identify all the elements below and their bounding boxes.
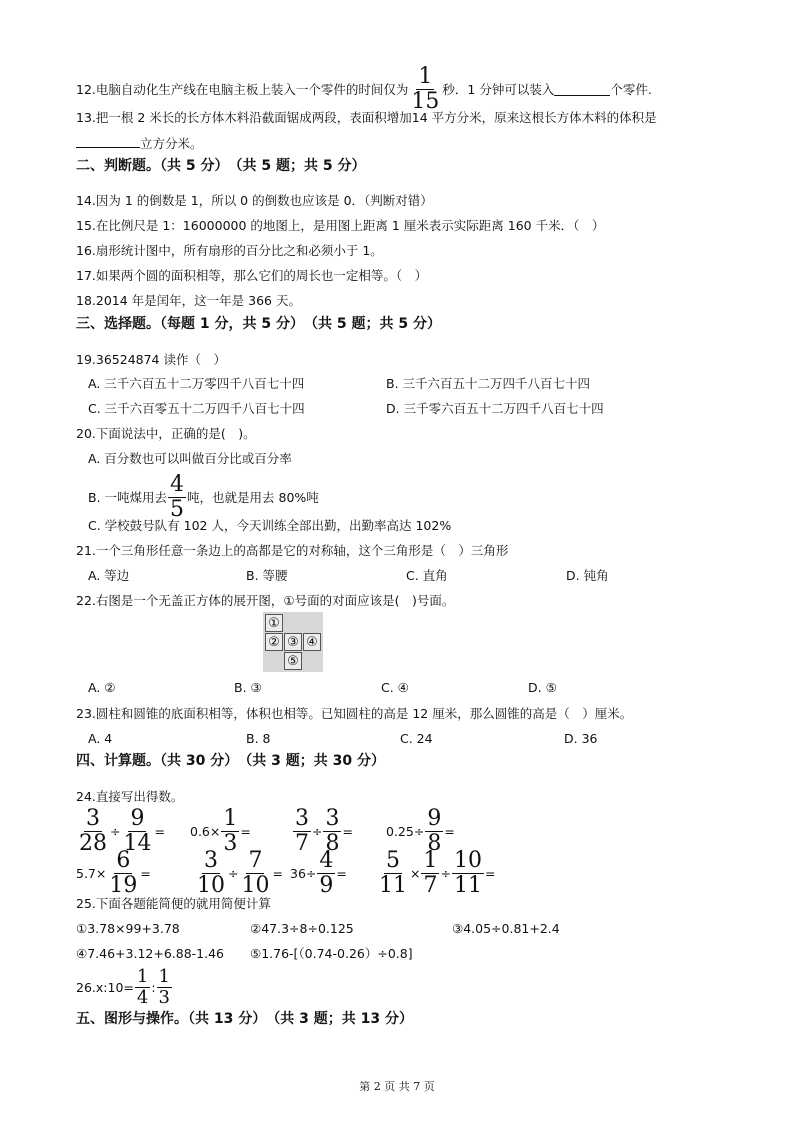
q24-expr-2	[190, 808, 251, 855]
q22-option-a[interactable]: A. ②	[88, 680, 116, 695]
q22-option-d[interactable]: D. ⑤	[528, 680, 557, 695]
q24-expr-6	[194, 850, 283, 897]
fraction	[77, 808, 109, 855]
q21-option-c[interactable]: C. 直角	[406, 568, 448, 583]
denominator: 10	[197, 873, 225, 898]
q24-expr-8	[376, 850, 495, 897]
q20-b-den: 5	[170, 497, 185, 522]
denominator: 7	[423, 873, 438, 898]
q23-option-a[interactable]: A. 4	[88, 731, 113, 746]
section-4-heading: 四、计算题。（共 30 分） （共 3 题；共 30 分）	[76, 753, 385, 769]
equals: =	[154, 824, 165, 839]
q20-b-num: 4	[170, 472, 185, 497]
page-footer: 第 2 页 共 7 页	[359, 1080, 435, 1093]
q21-option-a[interactable]: A. 等边	[88, 568, 130, 583]
q24-expr-5	[76, 850, 151, 897]
denominator: 14	[123, 831, 152, 856]
denominator: 7	[295, 831, 309, 856]
prefix: 5.7×	[76, 866, 107, 881]
q19-option-b[interactable]: B. 三千六百五十二万四千八百七十四	[386, 376, 591, 391]
fraction	[107, 850, 139, 897]
denominator: 3	[223, 831, 238, 856]
numerator: 4	[319, 848, 334, 873]
net-face-4: ④	[303, 633, 321, 651]
net-face-5: ⑤	[284, 652, 302, 670]
fraction	[239, 850, 271, 897]
q20-b-text-a: B. 一吨煤用去	[88, 489, 168, 505]
fraction	[421, 850, 439, 897]
denominator: 9	[319, 873, 334, 898]
numerator: 9	[130, 806, 145, 831]
numerator: 1	[423, 848, 438, 873]
question-13-line1: 13.把一根 2 米长的长方体木料沿截面锯成两段，表面积增加14 平方分米，原来这根长方体木料的体积是	[76, 110, 657, 125]
question-14: 14.因为 1 的倒数是 1，所以 0 的倒数也应该是 0．（判断对错）	[76, 193, 433, 208]
q12-answer-blank[interactable]	[554, 83, 610, 96]
denominator: 10	[241, 873, 270, 898]
question-26	[76, 968, 173, 1007]
equals: =	[336, 866, 347, 881]
equals: =	[272, 866, 283, 881]
denominator: 8	[427, 831, 442, 856]
denominator: 11	[453, 873, 482, 898]
numerator: 3	[86, 806, 100, 831]
operator: ÷	[440, 866, 451, 881]
operator: ÷	[228, 866, 239, 881]
numerator: 10	[453, 848, 482, 873]
question-18: 18.2014 年是闰年，这一年是 366 天。	[76, 293, 301, 308]
numerator: 6	[116, 848, 131, 873]
q12-text-a: 12.电脑自动化生产线在电脑主板上装入一个零件的时间仅为	[76, 81, 409, 97]
prefix: 0.6×	[190, 824, 221, 839]
question-22-stem: 22.右图是一个无盖正方体的展开图，①号面的对面应该是( )号面。	[76, 593, 455, 608]
question-23-stem: 23.圆柱和圆锥的底面积相等，体积也相等。已知圆柱的高是 12 厘米，那么圆锥的高是（ ）厘米。	[76, 706, 633, 721]
question-21-stem: 21.一个三角形任意一条边上的高都是它的对称轴，这个三角形是（ ）三角形	[76, 543, 509, 558]
fraction	[377, 850, 409, 897]
net-face-3: ③	[284, 633, 302, 651]
denominator: 19	[109, 873, 138, 898]
numerator: 5	[386, 848, 400, 873]
denominator: 28	[79, 831, 107, 856]
q12-text-b: 秒．1 分钟可以装入	[442, 81, 555, 97]
q23-option-b[interactable]: B. 8	[246, 731, 271, 746]
fraction	[221, 808, 239, 855]
numerator: 3	[325, 806, 340, 831]
net-face-2: ②	[265, 633, 283, 651]
question-13-line2	[76, 135, 203, 152]
q20-b-fraction	[168, 474, 186, 521]
question-17: 17.如果两个圆的面积相等，那么它们的周长也一定相等。（ ）	[76, 268, 428, 283]
numerator: 3	[295, 806, 309, 831]
q22-option-b[interactable]: B. ③	[234, 680, 262, 695]
q23-option-d[interactable]: D. 36	[564, 731, 598, 746]
equals: =	[444, 824, 455, 839]
q25-item-5: ⑤1.76-[（0.74-0.26）÷0.8]	[250, 946, 413, 961]
numerator: 9	[427, 806, 442, 831]
question-15: 15.在比例尺是 1：16000000 的地图上，是用图上距离 1 厘米表示实际距离 160 千米．（ ）	[76, 218, 605, 233]
q19-option-d[interactable]: D. 三千零六百五十二万四千八百七十四	[386, 401, 604, 416]
operator: ×	[410, 866, 421, 881]
denominator: 3	[158, 987, 170, 1008]
q13-line2-text: 立方分米。	[140, 136, 203, 151]
net-face-1: ①	[265, 614, 283, 632]
equals: =	[140, 866, 151, 881]
question-24-stem: 24.直接写出得数。	[76, 789, 184, 804]
equals: =	[484, 866, 496, 881]
q20-b-text-b: 吨，也就是用去 80%吨	[187, 489, 319, 505]
q12-den: 15	[411, 89, 440, 114]
q25-item-1: ①3.78×99+3.78	[76, 921, 180, 936]
section-2-heading: 二、判断题。（共 5 分） （共 5 题；共 5 分）	[76, 158, 366, 174]
operator: ÷	[312, 824, 323, 839]
q25-item-3: ③4.05÷0.81+2.4	[452, 921, 560, 936]
numerator: 1	[158, 966, 170, 987]
fraction	[452, 850, 484, 897]
q20-option-c[interactable]: C. 学校鼓号队有 102 人，今天训练全部出勤，出勤率高达 102%	[88, 518, 452, 533]
question-25-stem: 25.下面各题能简便的就用简便计算	[76, 896, 271, 911]
q12-num: 1	[418, 64, 433, 89]
ratio-sign: :	[151, 980, 156, 995]
q20-option-b[interactable]	[88, 474, 319, 521]
question-12	[76, 66, 652, 113]
q21-option-b[interactable]: B. 等腰	[246, 568, 288, 583]
q22-option-c[interactable]: C. ④	[381, 680, 409, 695]
denominator: 8	[325, 831, 340, 856]
q19-option-c[interactable]: C. 三千六百零五十二万四千八百七十四	[88, 401, 305, 416]
numerator: 3	[204, 848, 218, 873]
q26-prefix: 26.x:10=	[76, 980, 134, 995]
q21-option-d[interactable]: D. 钝角	[566, 568, 609, 583]
q23-option-c[interactable]: C. 24	[400, 731, 433, 746]
q25-item-4: ④7.46+3.12+6.88-1.46	[76, 946, 224, 961]
q19-option-a[interactable]: A. 三千六百五十二万零四千八百七十四	[88, 376, 305, 391]
fraction	[293, 808, 311, 855]
operator: ÷	[110, 824, 121, 839]
q20-option-a[interactable]: A. 百分数也可以叫做百分比或百分率	[88, 451, 292, 466]
fraction	[157, 968, 172, 1007]
q24-expr-7	[290, 850, 347, 897]
section-3-heading: 三、选择题。（每题 1 分，共 5 分） （共 5 题；共 5 分）	[76, 316, 441, 332]
numerator: 7	[248, 848, 263, 873]
denominator: 4	[136, 987, 149, 1008]
section-5-heading: 五、图形与操作。（共 13 分） （共 3 题；共 13 分）	[76, 1011, 413, 1027]
fraction	[195, 850, 227, 897]
cube-net-figure	[263, 612, 323, 672]
prefix: 0.25÷	[386, 824, 425, 839]
q12-text-c: 个零件.	[610, 81, 652, 97]
numerator: 1	[136, 966, 149, 987]
equals: =	[240, 824, 251, 839]
q13-answer-blank[interactable]	[76, 135, 140, 148]
denominator: 11	[379, 873, 407, 898]
question-19-stem: 19.36524874 读作（ ）	[76, 352, 226, 367]
q25-item-2: ②47.3÷8÷0.125	[250, 921, 354, 936]
question-20-stem: 20.下面说法中，正确的是( )。	[76, 426, 256, 441]
fraction	[317, 850, 335, 897]
numerator: 1	[223, 806, 238, 831]
equals: =	[342, 824, 353, 839]
prefix: 36÷	[290, 866, 317, 881]
fraction	[135, 968, 150, 1007]
question-16: 16.扇形统计图中，所有扇形的百分比之和必须小于 1。	[76, 243, 383, 258]
q12-fraction	[409, 66, 441, 113]
